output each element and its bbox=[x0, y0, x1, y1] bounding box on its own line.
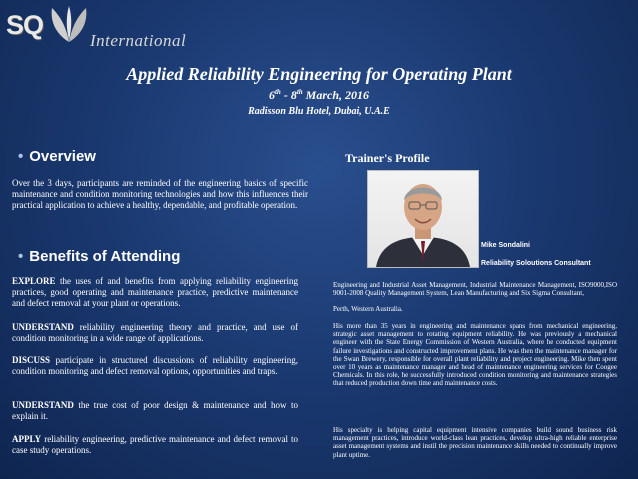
trainer-photo bbox=[367, 170, 479, 268]
portrait-icon bbox=[368, 171, 478, 267]
benefit-item: DISCUSS participate in structured discussions of reliability engineering, condition monitoring and defect removal options, opportunities and traps. bbox=[12, 355, 298, 376]
trainer-credentials: Engineering and Industrial Asset Management, Industrial Maintenance Management, ISO9000,ISO 9001-2008 Quality Management System, Lean Manufacturing and Six Sigma Consultant, bbox=[333, 281, 617, 298]
benefit-item: EXPLORE the uses of and benefits from applying reliability engineering practices, good operating and maintenance practice, predictive maintenance and defect removal at your plant or operations. bbox=[12, 276, 298, 308]
event-venue: Radisson Blu Hotel, Dubai, U.A.E bbox=[248, 106, 390, 117]
trainer-location: Perth, Western Australia. bbox=[333, 305, 403, 313]
page-title: Applied Reliability Engineering for Operating Plant bbox=[126, 64, 512, 84]
event-dates: 6th - 8th March, 2016 bbox=[268, 88, 370, 102]
overview-heading: • Overview bbox=[18, 148, 96, 165]
benefit-item: UNDERSTAND reliability engineering theory and practice, and use of condition monitoring in a wide range of applications. bbox=[12, 322, 298, 343]
bullet-icon: • bbox=[18, 248, 24, 265]
benefit-item: UNDERSTAND the true cost of poor design & maintenance and how to explain it. bbox=[12, 400, 298, 421]
leaf-emblem-icon bbox=[46, 4, 92, 44]
logo-initials: SQ bbox=[6, 10, 44, 40]
trainer-heading: Trainer's Profile bbox=[345, 151, 430, 165]
trainer-bio-paragraph: His specialty is helping capital equipment intensive companies build sound business risk management practices, introduce world-class lean practices, develop ultra-high reliable enterprise asset management systems and instil the precision maintenance skills needed to continually improve plant uptime. bbox=[333, 426, 617, 459]
benefit-item: APPLY reliability engineering, predictive maintenance and defect removal to case study operations. bbox=[12, 434, 298, 455]
trainer-bio-paragraph: His more than 35 years in engineering and maintenance spans from mechanical engineering, strategic asset management to rotating equipment reliability. He was previously a mechanical engineer with the State Energy Commission of Western Australia, where he conducted equipment failure investigations and constructed improvement plans. He was then the maintenance manager for the Swan Brewery, responsible for overall plant reliability and project engineering. Mike then spent over 10 years as maintenance manager and head of maintenance engineering services for Coogee Chemicals. In this role, he successfully introduced condition monitoring and maintenance strategies that reduced production down time and maintenance costs. bbox=[333, 322, 617, 388]
overview-text: Over the 3 days, participants are reminded of the engineering basics of specific maintenance and condition monitoring technologies and how this influences their practical application to achieve a healthy, dependable, and profitable operation. bbox=[12, 178, 308, 210]
benefits-heading: • Benefits of Attending bbox=[18, 248, 181, 265]
logo-wordmark: International bbox=[90, 31, 187, 50]
trainer-name: Mike Sondalini bbox=[481, 242, 531, 249]
bullet-icon: • bbox=[18, 148, 24, 165]
trainer-role: Reliability Soloutions Consultant bbox=[481, 260, 591, 267]
company-logo bbox=[6, 4, 187, 50]
